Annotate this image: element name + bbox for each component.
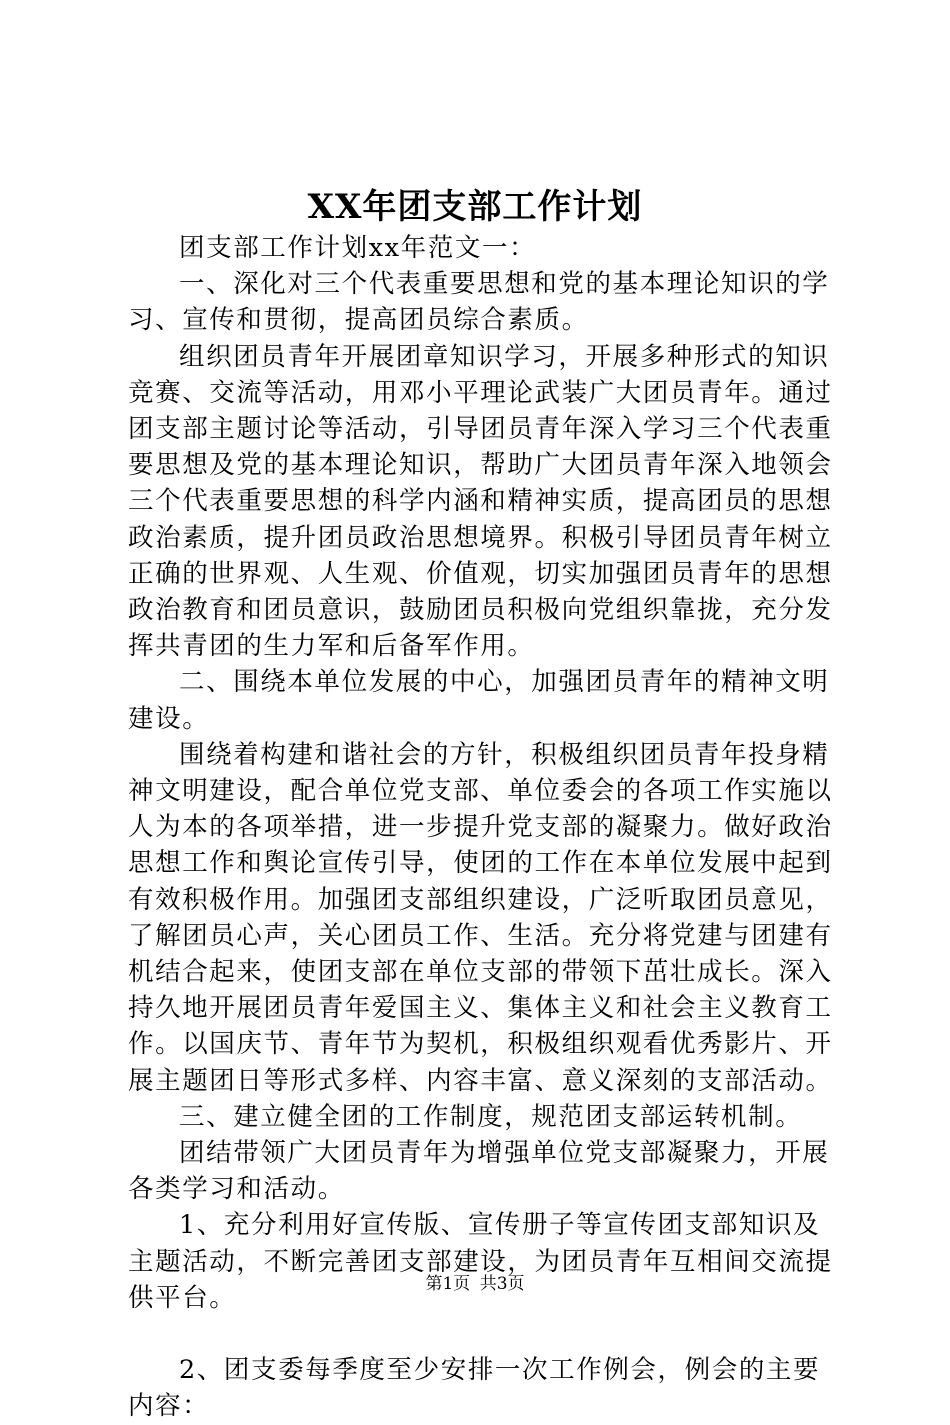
paragraph-item-2: 2、团支委每季度至少安排一次工作例会，例会的主要内容： xyxy=(128,1355,821,1422)
paragraph-item-1: 1、充分利用好宣传版、宣传册子等宣传团支部知识及主题活动，不断完善团支部建设，为团员青年互相间交流提供平台。 xyxy=(128,1210,833,1313)
document-body xyxy=(128,230,834,1425)
page-footer xyxy=(0,1272,950,1296)
paragraph-body-1: 组织团员青年开展团章知识学习，开展多种形式的知识竞赛、交流等活动，用邓小平理论武装广大团员青年。通过团支部主题讨论等活动，引导团员青年深入学习三个代表重要思想及党的基本理论知识，帮助广大团员青年深入地领会三个代表重要思想的科学内涵和精神实质，提高团员的思想政治素质，提升团员政治思想境界。积极引导团员青年树立正确的世界观、人生观、价值观，切实加强团员青年的思想政治教育和团员意识，鼓励团员积极向党组织靠拢，充分发挥共青团的生力军和后备军作用。 xyxy=(128,341,833,662)
page-total: 共3页 xyxy=(479,1274,525,1294)
paragraph-heading-2: 二、围绕本单位发展的中心，加强团员青年的精神文明建设。 xyxy=(128,667,830,734)
paragraph-heading-1: 一、深化对三个代表重要思想和党的基本理论知识的学习、宣传和贯彻，提高团员综合素质。 xyxy=(128,269,830,336)
paragraph-body-3: 团结带领广大团员青年为增强单位党支部凝聚力，开展各类学习和活动。 xyxy=(128,1138,830,1205)
paragraph-intro: 团支部工作计划xx年范文一： xyxy=(179,233,537,263)
paragraph-body-2: 围绕着构建和谐社会的方针，积极组织团员青年投身精神文明建设，配合单位党支部、单位委会的各项工作实施以人为本的各项举措，进一步提升党支部的凝聚力。做好政治思想工作和舆论宣传引导，使团的工作在本单位发展中起到有效积极作用。加强团支部组织建设，广泛听取团员意见，了解团员心声，关心团员工作、生活。充分将党建与团建有机结合起来，使团支部在单位支部的带领下茁壮成长。深入持久地开展团员青年爱国主义、集体主义和社会主义教育工作。以国庆节、青年节为契机，积极组织观看优秀影片、开展主题团日等形式多样、内容丰富、意义深刻的支部活动。 xyxy=(128,739,833,1096)
page-number: 第1页 xyxy=(425,1274,471,1294)
document-title: XX年团支部工作计划 xyxy=(307,187,643,227)
paragraph-heading-3: 三、建立健全团的工作制度，规范团支部运转机制。 xyxy=(179,1101,803,1132)
